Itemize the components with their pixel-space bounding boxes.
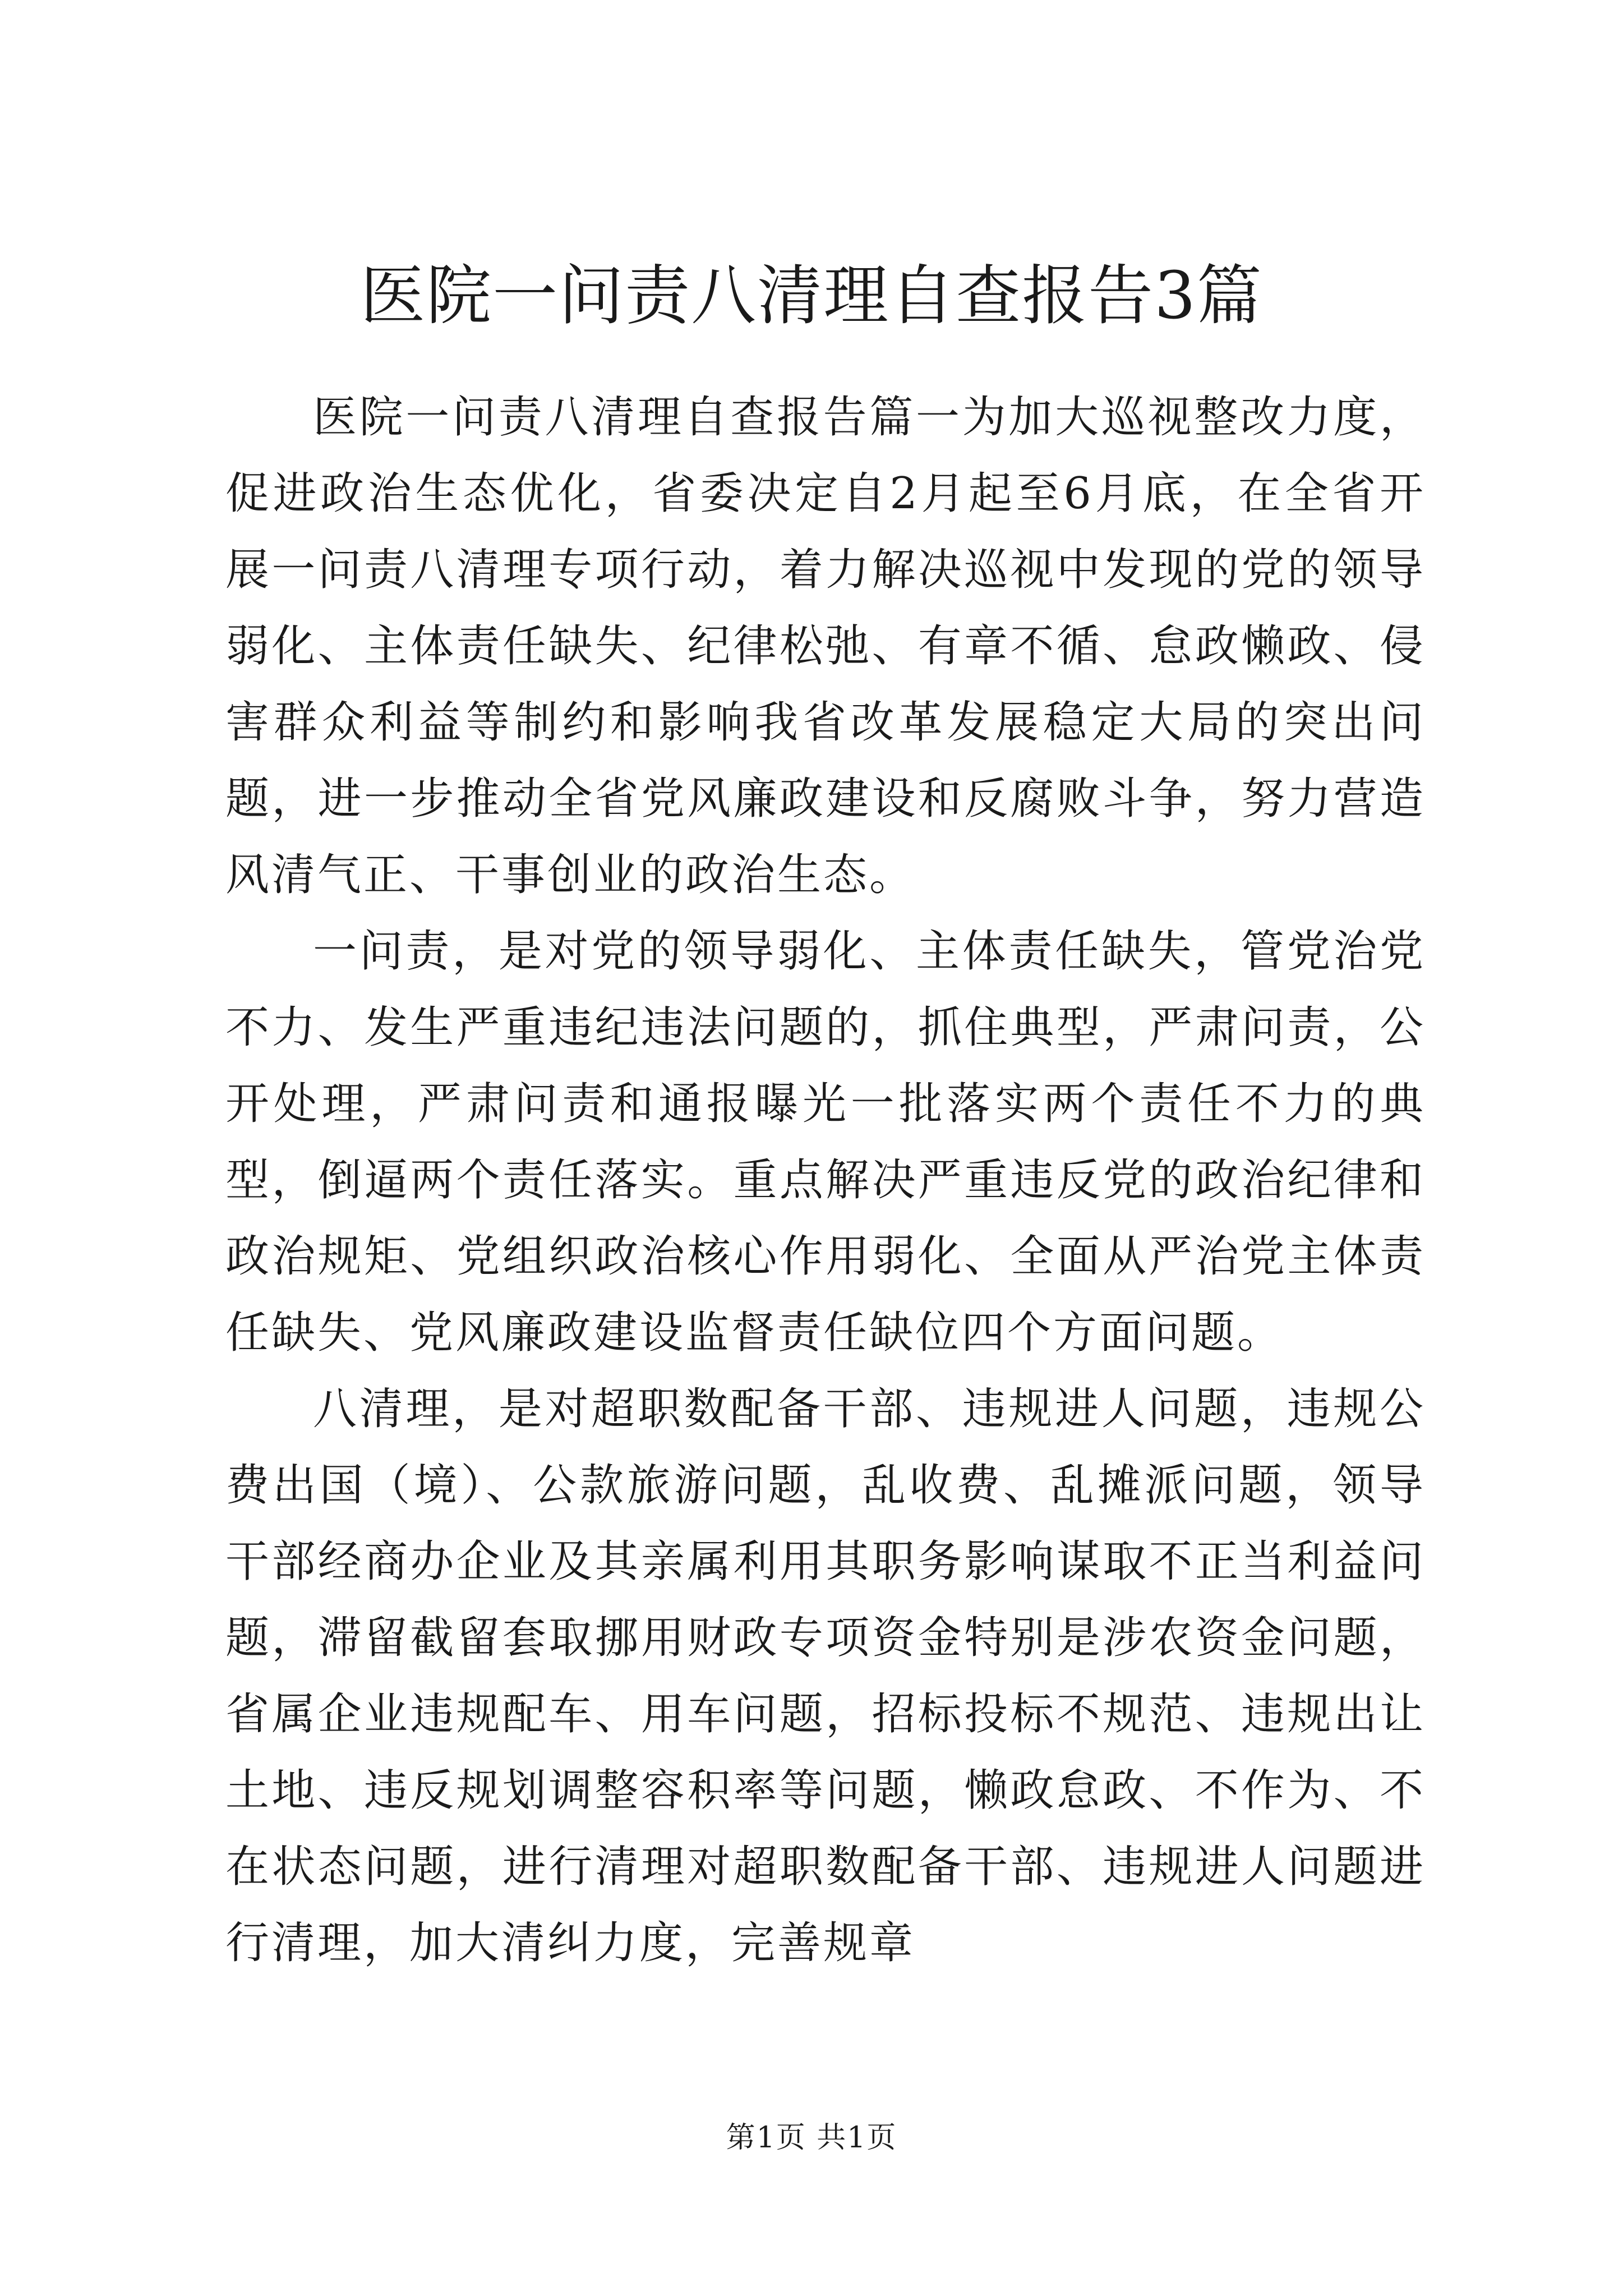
page-footer: 第1页 共1页 bbox=[726, 2121, 897, 2155]
document-body bbox=[225, 379, 1426, 1981]
document-title: 医院一问责八清理自查报告3篇 bbox=[360, 258, 1263, 334]
paragraph-3: 八清理，是对超职数配备干部、违规进人问题，违规公费出国（境）、公款旅游问题，乱收费、乱摊派问题，领导干部经商办企业及其亲属利用其职务影响谋取不正当利益问题，滞留截留套取挪用财政专项资金特别是涉农资金问题，省属企业违规配车、用车问题，招标投标不规范、违规出让土地、违反规划调整容积率等问题，懒政怠政、不作为、不在状态问题，进行清理对超职数配备干部、违规进人问题进行清理，加大清纠力度，完善规章 bbox=[225, 1384, 1426, 1968]
paragraph-1: 医院一问责八清理自查报告篇一为加大巡视整改力度，促进政治生态优化，省委决定自2月起至6月底，在全省开展一问责八清理专项行动，着力解决巡视中发现的党的领导弱化、主体责任缺失、纪律松弛、有章不循、怠政懒政、侵害群众利益等制约和影响我省改革发展稳定大局的突出问题，进一步推动全省党风廉政建设和反腐败斗争，努力营造风清气正、干事创业的政治生态。 bbox=[225, 392, 1426, 900]
paragraph-2: 一问责，是对党的领导弱化、主体责任缺失，管党治党不力、发生严重违纪违法问题的，抓住典型，严肃问责，公开处理，严肃问责和通报曝光一批落实两个责任不力的典型，倒逼两个责任落实。重点解决严重违反党的政治纪律和政治规矩、党组织政治核心作用弱化、全面从严治党主体责任缺失、党风廉政建设监督责任缺位四个方面问题。 bbox=[225, 926, 1426, 1358]
